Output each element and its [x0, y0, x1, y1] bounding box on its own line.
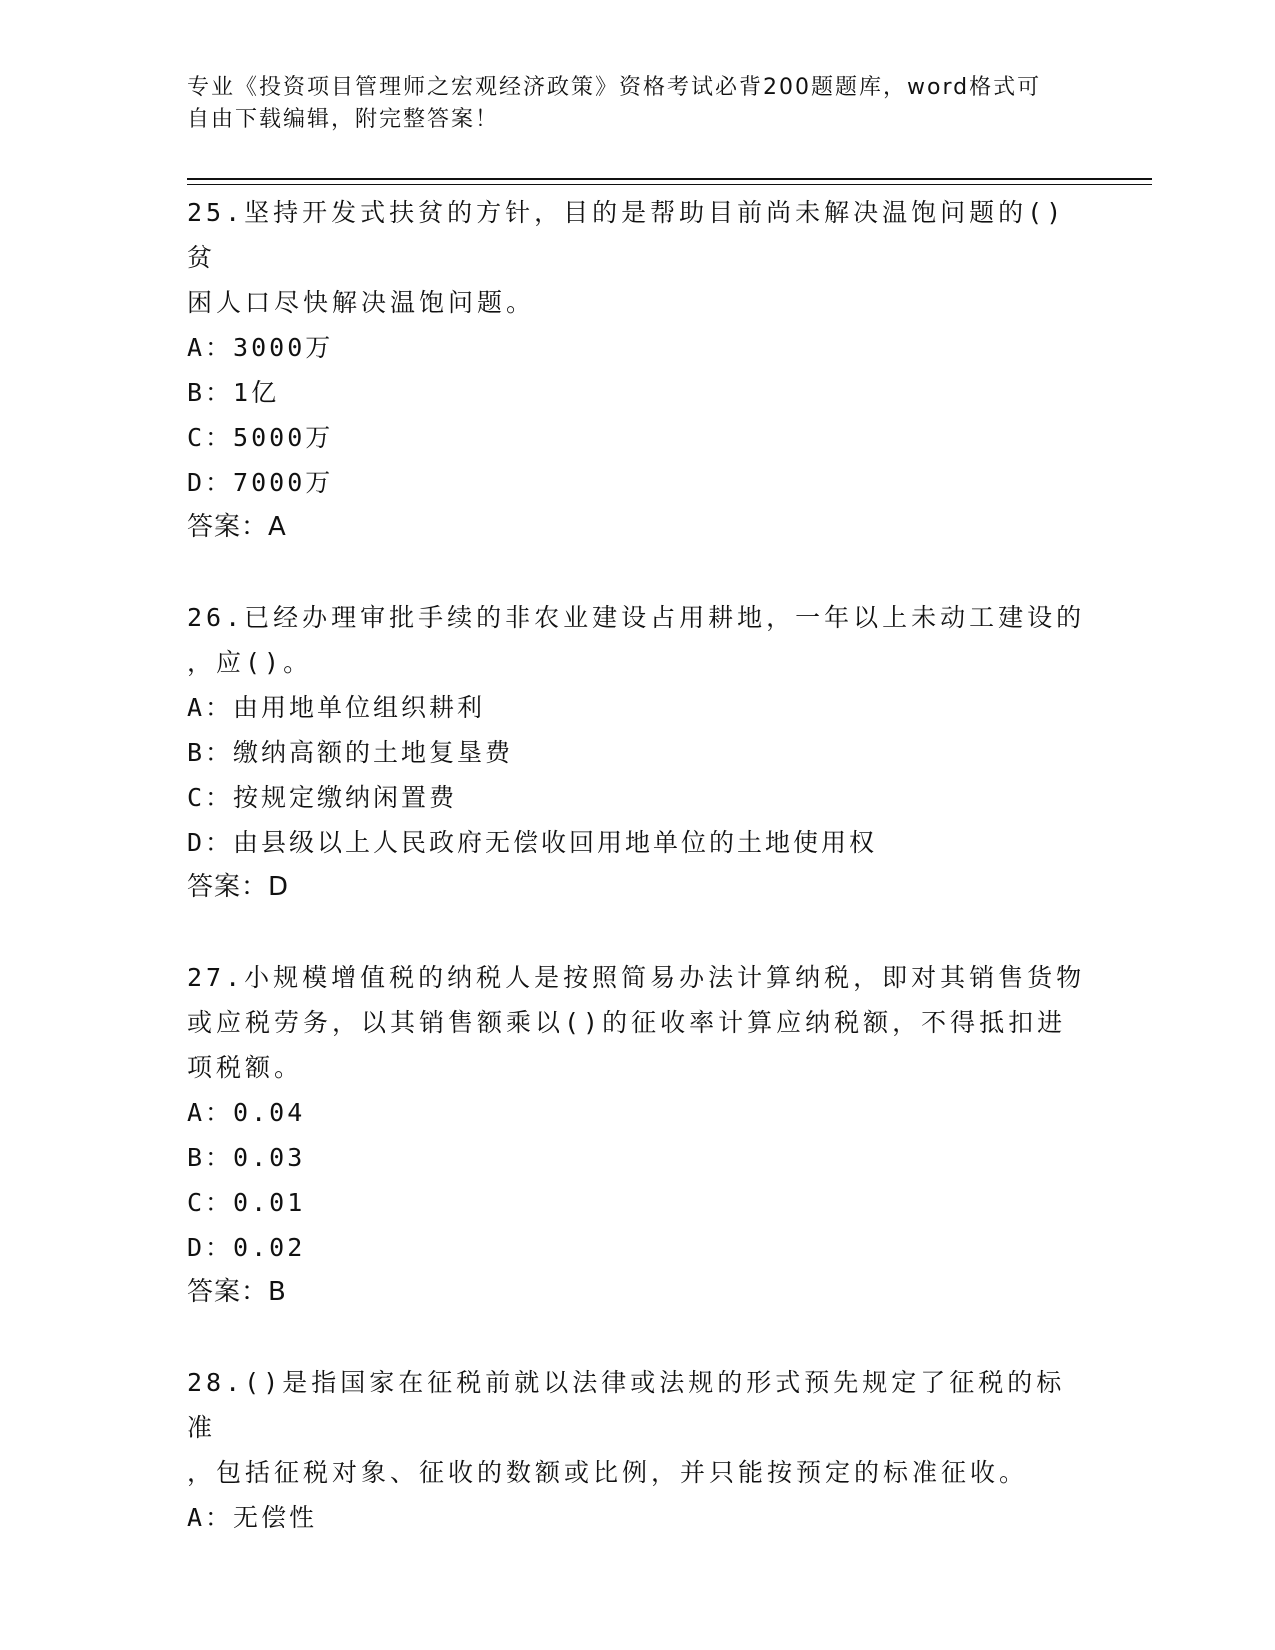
question-stem-line: 25.坚持开发式扶贫的方针，目的是帮助目前尚未解决温饱问题的()贫	[187, 198, 1066, 272]
question-28	[187, 1360, 1087, 1540]
option-c: C：0.01	[187, 1188, 306, 1217]
option-b: B：0.03	[187, 1143, 306, 1172]
question-26	[187, 595, 1087, 910]
option-d: D：0.02	[187, 1233, 306, 1262]
answer-line: 答案：A	[187, 512, 287, 542]
question-27	[187, 955, 1087, 1315]
header-line-1: 专业《投资项目管理师之宏观经济政策》资格考试必背200题题库，word格式可	[187, 75, 1042, 100]
question-stem-line: ，包括征税对象、征收的数额或比例，并只能按预定的标准征收。	[187, 1458, 1029, 1487]
question-list	[187, 190, 1087, 1540]
answer-line: 答案：D	[187, 872, 290, 902]
question-stem-line: 26.已经办理审批手续的非农业建设占用耕地，一年以上未动工建设的	[187, 603, 1086, 632]
option-a: A：0.04	[187, 1098, 306, 1127]
question-25	[187, 190, 1087, 550]
question-stem-line: 困人口尽快解决温饱问题。	[187, 288, 536, 317]
header-line-2: 自由下载编辑，附完整答案！	[187, 107, 500, 132]
option-a: A：无偿性	[187, 1503, 318, 1532]
option-c: C：5000万	[187, 423, 334, 452]
question-stem-line: 或应税劳务，以其销售额乘以()的征收率计算应纳税额，不得抵扣进	[187, 1008, 1067, 1037]
header-divider-thin	[187, 184, 1152, 185]
option-d: D：由县级以上人民政府无偿收回用地单位的土地使用权	[187, 828, 878, 857]
option-a: A：3000万	[187, 333, 334, 362]
question-stem-line: ，应()。	[187, 648, 313, 677]
option-a: A：由用地单位组织耕利	[187, 693, 486, 722]
option-b: B：1亿	[187, 378, 280, 407]
header-divider	[187, 178, 1152, 180]
document-header	[187, 72, 1087, 136]
question-stem-line: 27.小规模增值税的纳税人是按照简易办法计算纳税，即对其销售货物	[187, 963, 1086, 992]
option-b: B：缴纳高额的土地复垦费	[187, 738, 514, 767]
question-stem-line: 项税额。	[187, 1053, 304, 1082]
question-stem-line: 28.()是指国家在征税前就以法律或法规的形式预先规定了征税的标准	[187, 1368, 1066, 1442]
answer-line: 答案：B	[187, 1277, 287, 1307]
option-d: D：7000万	[187, 468, 334, 497]
option-c: C：按规定缴纳闲置费	[187, 783, 458, 812]
